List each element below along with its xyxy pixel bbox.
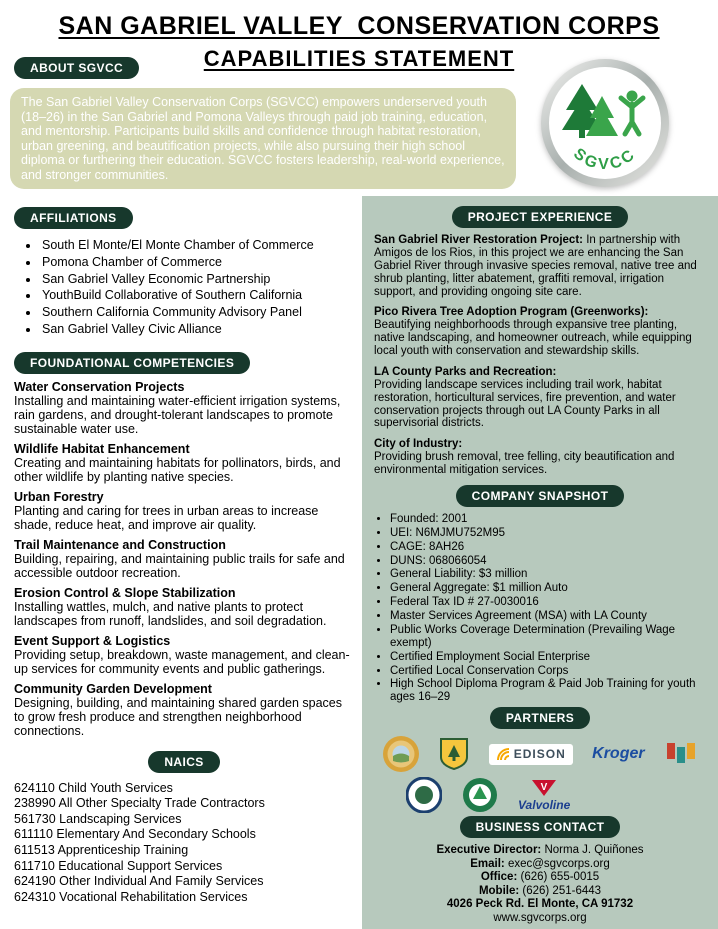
competency-description: Planting and caring for trees in urban areas to increase shade, reduce heat, and improve air quality. (14, 503, 319, 532)
competency-title: Wildlife Habitat Enhancement (14, 441, 190, 456)
company-snapshot-heading: COMPANY SNAPSHOT (456, 485, 625, 507)
snapshot-item: • General Liability: $3 million (390, 568, 706, 581)
project-description: Providing brush removal, tree felling, city beautification and environmental mitigation services. (374, 451, 675, 476)
edison-wordmark: EDISON (513, 747, 566, 762)
mobile-phone: (626) 251-6443 (522, 884, 602, 897)
right-panel (362, 196, 718, 929)
competency-description: Creating and maintaining habitats for pollinators, birds, and other wildlife by planting native species. (14, 455, 341, 484)
about-text: The San Gabriel Valley Conservation Corps (SGVCC) empowers underserved youth (18–26) in the San Gabriel and Pomona Valleys through paid job training, education, and mentorship. Participants build skills and confidence through habitat restoration, urban greening, and beautification projects, while also pursuing their high school diploma or furthering their education. SGVCC fosters leadership, real-world experience, and stronger communities. (21, 95, 505, 182)
svg-text:V: V (540, 781, 548, 793)
valvoline-v-icon (531, 779, 557, 797)
conservation-partner-logo (462, 777, 498, 813)
competency-description: Providing setup, breakdown, waste management, and clean-up services for community events and public gatherings. (14, 647, 350, 676)
competency-item (14, 490, 354, 532)
competency-title: Community Garden Development (14, 681, 212, 696)
snapshot-item: • Founded: 2001 (390, 513, 706, 526)
partners-row-2 (374, 777, 706, 813)
about-sgvcc-heading: ABOUT SGVCC (14, 57, 139, 79)
naics-item: 624310 Vocational Rehabilitation Services (14, 889, 248, 904)
competency-description: Installing wattles, mulch, and native plants to protect landscapes from runoff, landslides, and soil degradation. (14, 599, 327, 628)
naics-item: 561730 Landscaping Services (14, 811, 182, 826)
valvoline-logo (518, 779, 570, 812)
edison-icon (496, 747, 511, 762)
snapshot-item: • Certified Employment Social Enterprise (390, 651, 706, 664)
mobile-label: Mobile: (478, 884, 520, 897)
snapshot-item: • Certified Local Conservation Corps (390, 665, 706, 678)
left-column (0, 196, 362, 929)
naics-heading: NAICS (148, 751, 219, 773)
kroger-logo: Kroger (592, 745, 645, 763)
project-experience-heading: PROJECT EXPERIENCE (452, 206, 629, 228)
affiliation-item: • Southern California Community Advisory Panel (40, 305, 354, 320)
competency-item (14, 442, 354, 484)
project-title: LA County Parks and Recreation: (374, 365, 557, 378)
office-line (374, 871, 706, 885)
competency-description: Installing and maintaining water-efficient irrigation systems, rain gardens, and drought-tolerant landscapes to promote sustainable water use. (14, 393, 341, 436)
naics-item: 624190 Other Individual And Family Services (14, 874, 264, 889)
forest-service-logo (439, 737, 469, 771)
office-phone: (626) 655-0015 (520, 871, 600, 884)
project-item (374, 438, 706, 477)
page-title: SAN GABRIEL VALLEY CONSERVATION CORPS (58, 12, 660, 40)
competency-title: Water Conservation Projects (14, 379, 185, 394)
partners-heading: PARTNERS (490, 707, 590, 729)
project-item (374, 366, 706, 430)
competency-item (14, 538, 354, 580)
business-contact (374, 844, 706, 925)
competency-item (14, 380, 354, 436)
page-subtitle: CAPABILITIES STATEMENT (203, 46, 515, 71)
affiliation-item: • San Gabriel Valley Civic Alliance (40, 322, 354, 337)
snapshot-item: • Master Services Agreement (MSA) with LA County (390, 610, 706, 623)
snapshot-item: • CAGE: 8AH26 (390, 541, 706, 554)
project-title: City of Industry: (374, 438, 463, 451)
competencies-list (14, 380, 354, 738)
competency-item (14, 634, 354, 676)
affiliations-heading: AFFILIATIONS (14, 207, 133, 229)
about-text-box (10, 88, 516, 189)
project-item (374, 234, 706, 298)
competency-title: Erosion Control & Slope Stabilization (14, 585, 236, 600)
snapshot-item: • UEI: N6MJMU752M95 (390, 527, 706, 540)
project-title: San Gabriel River Restoration Project: (374, 234, 583, 246)
header (0, 0, 718, 196)
snapshot-item: • Federal Tax ID # 27-0030016 (390, 596, 706, 609)
competency-item (14, 586, 354, 628)
mobile-line (374, 885, 706, 899)
sgvcc-logo-icon (540, 58, 670, 188)
valvoline-wordmark: Valvoline (518, 797, 571, 812)
foundational-competencies-heading: FOUNDATIONAL COMPETENCIES (14, 352, 250, 374)
executive-director-line (374, 844, 706, 858)
naics-item: 611710 Educational Support Services (14, 858, 223, 873)
business-contact-heading: BUSINESS CONTACT (460, 816, 621, 838)
affiliation-item: • San Gabriel Valley Economic Partnership (40, 272, 354, 287)
competency-title: Event Support & Logistics (14, 633, 171, 648)
partners-row-1 (374, 735, 706, 773)
project-description: Providing landscape services including trail work, habitat restoration, horticultural services, fire prevention, and water conservation projects through out LA County Parks in all supervisorial districts. (374, 378, 676, 430)
project-description: Beautifying neighborhoods through expansive tree planting, native landscaping, and homeowner outreach, while equipping local youth with conservation and stewardship skills. (374, 319, 692, 357)
email-link[interactable]: exec@sgvcorps.org (507, 857, 610, 870)
competency-title: Trail Maintenance and Construction (14, 537, 226, 552)
affiliations-list (40, 238, 354, 337)
snapshot-item: • General Aggregate: $1 million Auto (390, 582, 706, 595)
snapshot-item: • High School Diploma Program & Paid Job Training for youth ages 16–29 (390, 678, 706, 704)
affiliation-item: • YouthBuild Collaborative of Southern California (40, 288, 354, 303)
logo-wordmark: SGVCC (570, 145, 640, 174)
executive-director-label: Executive Director: (436, 844, 542, 857)
naics-item: 611110 Elementary And Secondary Schools (14, 827, 256, 842)
naics-list (14, 781, 354, 906)
website-link[interactable]: www.sgvcorps.org (493, 911, 587, 924)
edison-logo (489, 744, 573, 765)
address-line: 4026 Peck Rd. El Monte, CA 91732 (446, 898, 634, 911)
project-description: In partnership with Amigos de los Rios, in this project we are enhancing the San Gabriel River through invasive species removal, native tree and shrub planting, litter abatement, graffiti removal, irrigation support, and providing ongoing site care. (374, 234, 697, 298)
city-seal-logo (406, 777, 442, 813)
email-label: Email: (470, 857, 505, 870)
naics-item: 611513 Apprenticeship Training (14, 843, 189, 857)
affiliation-item: • South El Monte/El Monte Chamber of Commerce (40, 238, 354, 253)
community-partner-logo (664, 740, 698, 768)
snapshot-item: • DUNS: 068066054 (390, 555, 706, 568)
snapshot-item: • Public Works Coverage Determination (Prevailing Wage exempt) (390, 624, 706, 650)
office-label: Office: (480, 871, 518, 884)
project-item (374, 306, 706, 358)
la-county-seal-logo (382, 735, 420, 773)
competency-description: Building, repairing, and maintaining public trails for safe and accessible outdoor recreation. (14, 551, 345, 580)
email-line (374, 858, 706, 872)
executive-director-name: Norma J. Quiñones (544, 844, 644, 857)
project-title: Pico Rivera Tree Adoption Program (Greenworks): (374, 306, 649, 319)
naics-item: 624110 Child Youth Services (14, 780, 173, 795)
sgvcc-logo (540, 58, 670, 188)
competency-title: Urban Forestry (14, 489, 104, 504)
main-content (0, 196, 718, 929)
affiliation-item: • Pomona Chamber of Commerce (40, 255, 354, 270)
competency-item (14, 682, 354, 738)
competency-description: Designing, building, and maintaining shared garden spaces to grow fresh produce and strengthen neighborhood connections. (14, 695, 342, 738)
naics-item: 238990 All Other Specialty Trade Contractors (14, 796, 265, 811)
company-snapshot-list (390, 513, 706, 704)
